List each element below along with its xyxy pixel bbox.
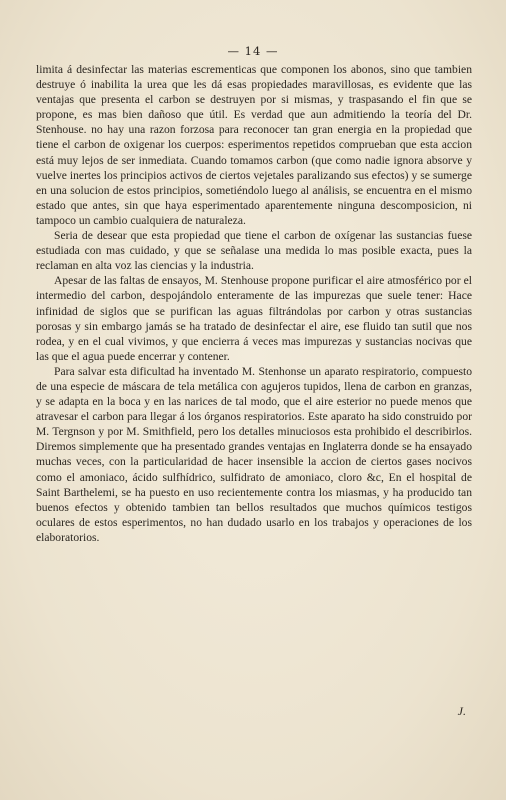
paragraph-3: Apesar de las faltas de ensayos, M. Stenhouse propone purificar el aire atmosférico por el intermedio del carbon, despojándolo enteramente de las impurezas que suele tener: Hace infinidad de siglos que se purifican las aguas filtrándolas por carbon y otras sustancias porosas y sin embargo jamás se ha tratado de desinfectar el aire, ese fluido tan sutil que nos rodea, y en el cual vivimos, y que encierra á veces mas impurezas y sustancias nocivas que las que el agua puede encerrar y contener.: [36, 274, 472, 363]
page-number: — 14 —: [227, 44, 279, 58]
paragraph-4: Para salvar esta dificultad ha inventado M. Stenhonse un aparato respiratorio, compuesto de una especie de máscara de tela metálica con agujeros tupidos, llena de carbon en granzas, y se adapta en la boca y en las narices de tal modo, que el aire esterior no puede menos que atravesar el carbon para llegar á los órganos respiratorios. Este aparato ha sido construido por M. Tergnson y por M. Smithfield, pero los detalles minuciosos esta prohibido el describirlos. Diremos simplemente que ha presentado grandes ventajas en Inglaterra donde se ha ensayado muchas veces, con la particularidad de hacer insensible la accion de ciertos gases nocivos como el amoniaco, ácido sulfhídrico, sulfidrato de amoniaco, cloro &c, En el hospital de Saint Barthelemi, se ha puesto en uso recientemente contra los miasmas, y ha producido tan buenos efectos y obtenido tambien tan bellos resultados que muchos químicos testigos oculares de estos esperimentos, no han dudado usarlo en los trabajos y operaciones de los elaboratorios.: [36, 364, 472, 544]
paragraph-1: limita á desinfectar las materias escrementicas que componen los abonos, sino que tambien destruye ó inabilita la urea que les dá esas propiedades maravillosas, es evidente que las ventajas que presenta el carbon se destruyen por si mismas, y traspasando el fin que se propone, es mas bien dañoso que útil. Es verdad que aun admitiendo la teoría del Dr. Stenhouse. no hay una razon forzosa para reconocer tan gran energia en la propiedad que tiene el carbon de oxigenar los cuerpos: esperimentos repetidos comprueban que esta accion está muy lejos de ser inmediata. Cuando tomamos carbon (que como nadie ignora absorve y vuelve inertes los principios activos de ciertos vejetales paralizando sus efectos) y se sumerge en una solucion de estos principios, sometiéndolo luego al análisis, se encuentra en el mismo estado que antes, sin que haya esperimentado aparentemente ninguna descomposicion, ni tampoco un cambio cualquiera de naturaleza.: [36, 63, 472, 227]
body-text: [36, 62, 472, 545]
paragraph-2: Seria de desear que esta propiedad que tiene el carbon de oxígenar las sustancias fuese estudiada con mas cuidado, y que se señalase una medida lo mas posible exacta, pues la reclaman en alta voz las ciencias y la industria.: [36, 229, 472, 273]
catchword: J.: [457, 704, 466, 718]
